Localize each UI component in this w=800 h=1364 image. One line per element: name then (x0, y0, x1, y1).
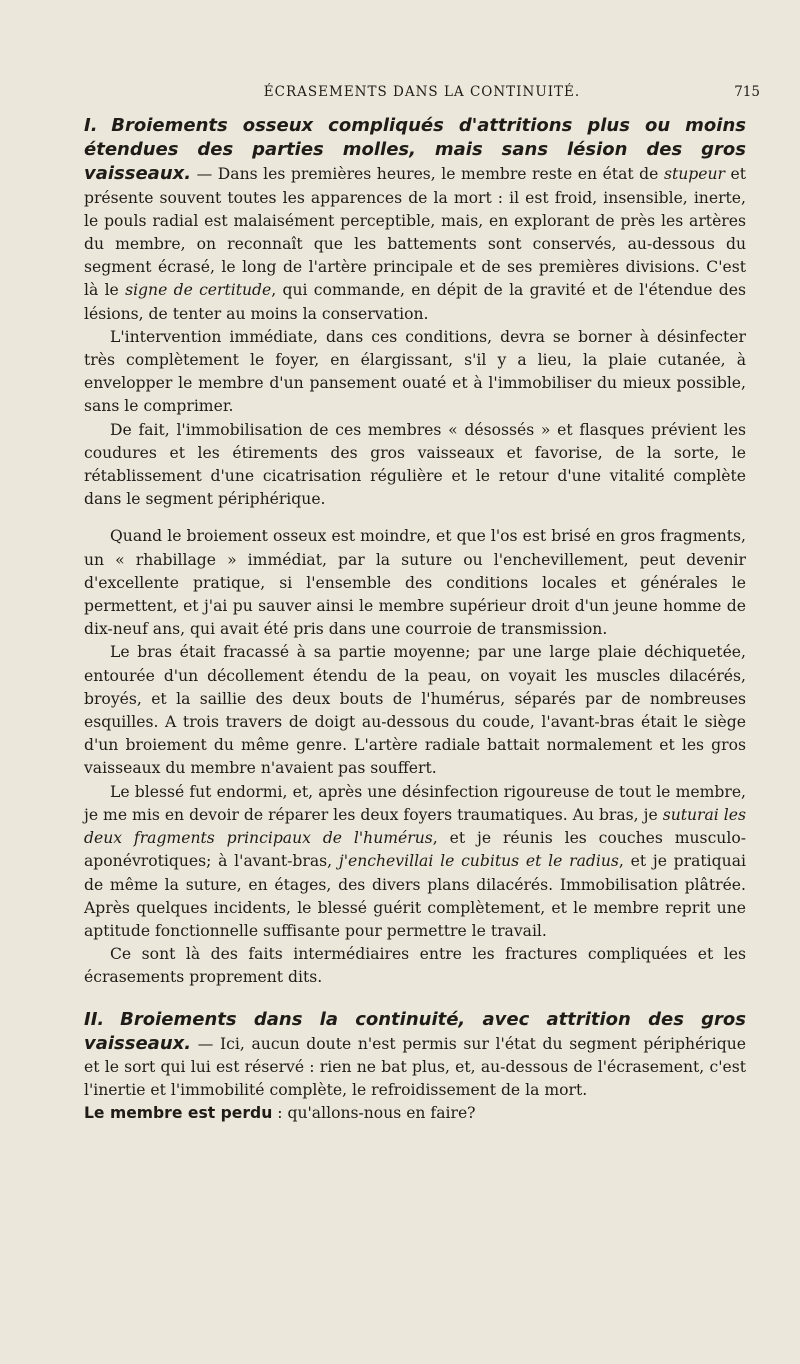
section-2-paragraph-1 (84, 1008, 746, 1126)
text-run: — Dans les premières heures, le membre reste en état de (191, 165, 664, 184)
running-title: ÉCRASEMENTS DANS LA CONTINUITÉ. (263, 84, 581, 100)
section-1-numeral: I. (84, 115, 98, 136)
running-header (84, 84, 760, 104)
section-1-paragraph-1 (84, 114, 746, 326)
section-1-paragraph-5: Le bras était fracassé à sa partie moyenne; par une large plaie déchiquetée, entourée d'un décollement étendu de la peau, on voyait les muscles dilacérés, broyés, et la saillie des deux bouts de l'humérus, séparés par de nombreuses esquilles. A trois travers de doigt au-dessous du coude, l'avant-bras était le siège d'un broiement du même genre. L'artère radiale battait normalement et les gros vaisseaux du membre n'avaient pas souffert. (84, 643, 746, 778)
emphasis: j'enchevillai le cubitus et le radius (338, 852, 619, 871)
text-run: Le blessé fut endormi, et, après une désinfection rigoureuse de tout le membre, je me mis en devoir de réparer les deux foyers traumatiques. Au bras, je (84, 782, 746, 824)
bold-lead: Le membre est perdu (84, 1104, 273, 1123)
section-2-numeral: II. (84, 1008, 105, 1030)
page-number: 715 (734, 84, 760, 100)
page-body (84, 114, 746, 1126)
section-1-paragraph-4: Quand le broiement osseux est moindre, et que l'os est brisé en gros fragments, un « rhabillage » immédiat, par la suture ou l'enchevillement, peut devenir d'excellente pratique, si l'ensemble des conditions locales et générales le permettent, et j'ai pu sauver ainsi le membre supérieur droit d'un jeune homme de dix-neuf ans, qui avait été pris dans une courroie de transmission. (84, 527, 746, 639)
text-run: : qu'allons-nous en faire? (272, 1104, 476, 1123)
section-1-paragraph-7: Ce sont là des faits intermédiaires entre les fractures compliquées et les écrasements proprement dits. (84, 945, 746, 987)
emphasis: signe de certitude (125, 281, 272, 300)
emphasis: suturai les deux fragments principaux de l'humérus (84, 805, 746, 848)
section-1-paragraph-6 (84, 781, 746, 943)
text-run: , et je pratiquai de même la suture, en étages, des divers plans dilacérés. Immobilisation plâtrée. Après quelques incidents, le blessé guérit complètement, et le membre reprit une aptitude fonctionnelle suffisante pour permettre le travail. (84, 852, 746, 940)
section-1-paragraph-2: L'intervention immédiate, dans ces conditions, devra se borner à désinfecter très complètement le foyer, en élargissant, s'il y a lieu, la plaie cutanée, à envelopper le membre d'un pansement ouaté et à l'immobiliser du mieux possible, sans le comprimer. (84, 327, 746, 416)
section-2-title: Broiements dans la continuité, avec attrition des gros vaisseaux. (84, 1008, 746, 1054)
text-run: , qui commande, en dépit de la gravité et de l'étendue des lésions, de tenter au moins la conservation. (84, 281, 746, 323)
text-run: et présente souvent toutes les apparences de la mort : il est froid, insensible, inerte, le pouls radial est malaisément perceptible, mais, en explorant de près les artères du membre, on reconnaît que les battements sont conservés, au-dessous du segment écrasé, le long de l'artère principale et de ses premières divisions. C'est là le (84, 165, 747, 300)
section-1-title: Broiements osseux compliqués d'attritions plus ou moins étendues des parties molles, mais sans lésion des gros vaisseaux. (84, 115, 746, 185)
emphasis: stupeur (663, 165, 725, 184)
text-run: — Ici, aucun doute n'est permis sur l'état du segment périphérique et le sort qui lui est réservé : rien ne bat plus, et, au-dessous de l'écrasement, c'est l'inertie et l'immobilité complète, le refroidissement de la mort. (84, 1034, 746, 1100)
text-run: , et je réunis les couches musculo-aponévrotiques; à l'avant-bras, (84, 829, 746, 871)
section-1-paragraph-3: De fait, l'immobilisation de ces membres « désossés » et flasques prévient les coudures et les étirements des gros vaisseaux et favorise, de la sorte, le rétablissement d'une cicatrisation régulière et le retour d'une vitalité complète dans le segment périphérique. (84, 420, 746, 509)
